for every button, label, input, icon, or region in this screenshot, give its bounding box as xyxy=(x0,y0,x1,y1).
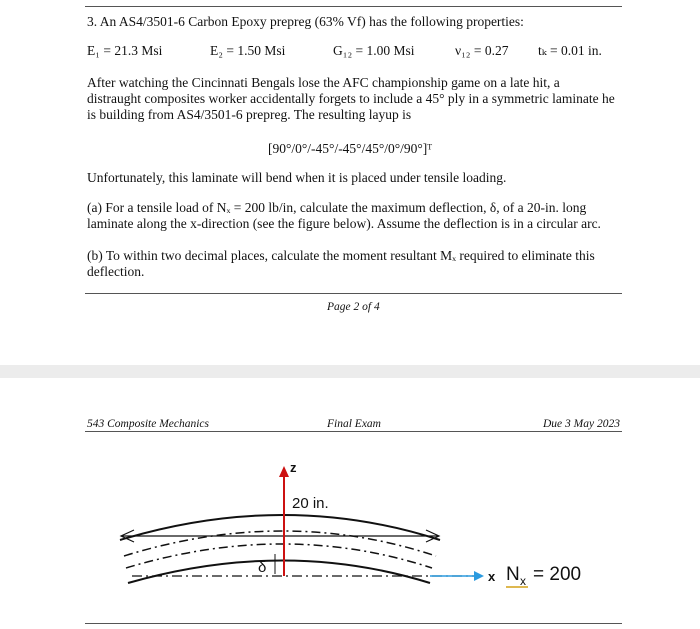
problem-heading: 3. An AS4/3501-6 Carbon Epoxy prepreg (63% Vf) has the following properties: xyxy=(87,14,524,29)
part-a: (a) For a tensile load of Nₓ = 200 lb/in, calculate the maximum deflection, δ, of a 20-in. long laminate along the x-direction (see the figure below). Assume the deflection is in a circular arc. xyxy=(87,200,601,231)
page-number: Page 2 of 4 xyxy=(327,301,380,313)
property-e2: E₂ = 1.50 Msi xyxy=(210,43,286,58)
z-axis-arrowhead xyxy=(279,466,289,477)
delta-label: δ xyxy=(258,559,267,576)
load-subscript: x xyxy=(520,574,526,588)
top-rule xyxy=(85,6,622,7)
length-label: 20 in. xyxy=(292,495,329,512)
load-value: = 200 xyxy=(533,564,582,585)
page2-bottom-rule xyxy=(85,623,622,624)
due-date: Due 3 May 2023 xyxy=(543,418,620,430)
x-axis-label: x xyxy=(488,569,496,584)
layup-sequence: [90°/0°/-45°/-45°/45°/0°/90°]ᵀ xyxy=(268,141,433,156)
property-tk: tₖ = 0.01 in. xyxy=(538,43,602,58)
bending-statement: Unfortunately, this laminate will bend when it is placed under tensile loading. xyxy=(87,170,507,185)
property-g12: G₁₂ = 1.00 Msi xyxy=(333,43,415,58)
laminate-lower-midline xyxy=(126,544,432,568)
x-axis-arrowhead xyxy=(474,571,484,581)
exam-title: Final Exam xyxy=(327,418,381,430)
part-b: (b) To within two decimal places, calculate the moment resultant Mₓ required to eliminate this deflection. xyxy=(87,248,595,279)
property-v12: ν₁₂ = 0.27 xyxy=(455,43,509,58)
course-name: 543 Composite Mechanics xyxy=(87,418,210,430)
laminate-bottom-edge xyxy=(128,561,430,584)
property-e1: E₁ = 21.3 Msi xyxy=(87,43,163,58)
deflection-figure xyxy=(0,378,700,629)
bottom-rule xyxy=(85,293,622,294)
story-paragraph: After watching the Cincinnati Bengals lose the AFC championship game on a late hit, a distraught composites worker accidentally forgets to include a 45° ply in a symmetric laminate he is building from AS4/3501-6 prepreg. The resulting layup is xyxy=(87,75,615,122)
load-symbol: N xyxy=(506,564,520,585)
z-axis-label: z xyxy=(290,460,297,475)
exam-page-3 xyxy=(0,378,700,629)
